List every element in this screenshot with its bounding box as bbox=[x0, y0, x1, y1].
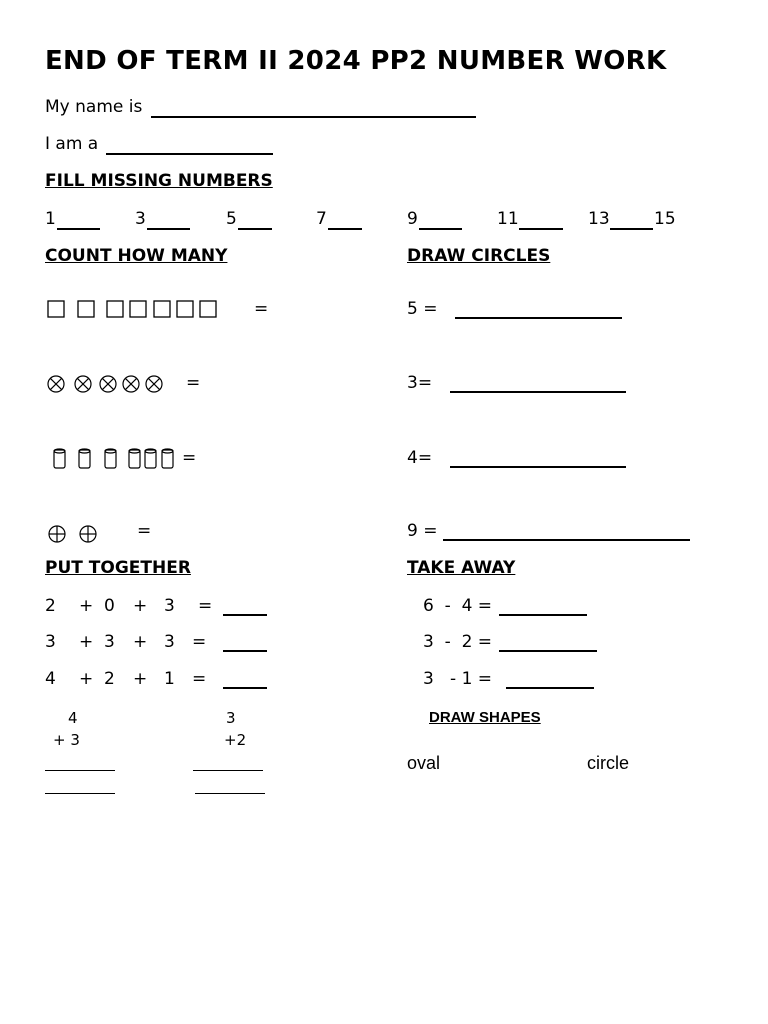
equals-sign: = bbox=[198, 596, 213, 616]
square-icon bbox=[200, 301, 216, 317]
operand: 2 bbox=[45, 596, 56, 616]
equals-sign: = bbox=[182, 448, 197, 468]
square-icon bbox=[107, 301, 123, 317]
cylinder-icon bbox=[79, 449, 90, 468]
vertical-sum-bottom: + 3 bbox=[53, 731, 80, 749]
operand: 3 bbox=[104, 632, 115, 652]
answer-line[interactable] bbox=[443, 539, 690, 541]
equals-sign: = bbox=[192, 669, 207, 689]
answer-line[interactable] bbox=[223, 614, 267, 616]
plus-sign: + bbox=[79, 596, 94, 616]
answer-line[interactable] bbox=[195, 793, 265, 794]
sequence-number: 7 bbox=[316, 209, 327, 229]
subtraction-problem: 6 - 4 = bbox=[423, 596, 493, 616]
target-circle-icon bbox=[49, 526, 65, 542]
operand: 3 bbox=[45, 632, 56, 652]
section-count-how-many: COUNT HOW MANY bbox=[45, 246, 228, 266]
cylinder-icon bbox=[145, 449, 156, 468]
answer-line[interactable] bbox=[223, 650, 267, 652]
operand: 0 bbox=[104, 596, 115, 616]
crossed-circle-icon bbox=[75, 376, 91, 392]
equals-sign: = bbox=[137, 521, 152, 541]
page-title: END OF TERM II 2024 PP2 NUMBER WORK bbox=[45, 46, 667, 76]
draw-circles-prompt: 3= bbox=[407, 373, 433, 393]
name-label: My name is bbox=[45, 97, 143, 117]
section-put-together: PUT TOGETHER bbox=[45, 558, 191, 578]
vertical-sum-bottom: +2 bbox=[224, 731, 247, 749]
answer-line[interactable] bbox=[455, 317, 622, 319]
square-icon bbox=[154, 301, 170, 317]
crossed-circle-icon bbox=[100, 376, 116, 392]
draw-circles-prompt: 4= bbox=[407, 448, 433, 468]
answer-line[interactable] bbox=[45, 793, 115, 794]
crossed-circle-icon bbox=[123, 376, 139, 392]
operand: 4 bbox=[45, 669, 56, 689]
plus-sign: + bbox=[133, 632, 148, 652]
operand: 3 bbox=[164, 596, 175, 616]
iam-label: I am a bbox=[45, 134, 99, 154]
shape-label-circle: circle bbox=[587, 753, 630, 773]
section-fill-missing-numbers: FILL MISSING NUMBERS bbox=[45, 171, 273, 191]
answer-line[interactable] bbox=[450, 466, 626, 468]
answer-line[interactable] bbox=[45, 770, 115, 771]
square-icon bbox=[130, 301, 146, 317]
operand: 3 bbox=[164, 632, 175, 652]
sequence-number: 15 bbox=[654, 209, 676, 229]
answer-line[interactable] bbox=[193, 770, 263, 771]
equals-sign: = bbox=[186, 373, 201, 393]
sequence-number: 3 bbox=[135, 209, 146, 229]
section-take-away: TAKE AWAY bbox=[407, 558, 516, 578]
answer-line[interactable] bbox=[223, 687, 267, 689]
cylinders-group bbox=[54, 449, 173, 468]
sequence-number: 9 bbox=[407, 209, 418, 229]
square-icon bbox=[177, 301, 193, 317]
equals-sign: = bbox=[254, 299, 269, 319]
answer-line[interactable] bbox=[499, 650, 597, 652]
operand: 2 bbox=[104, 669, 115, 689]
sequence-number: 11 bbox=[497, 209, 519, 229]
cylinder-icon bbox=[54, 449, 65, 468]
vertical-sum-top: 4 bbox=[68, 709, 78, 727]
cylinder-icon bbox=[129, 449, 140, 468]
equals-sign: = bbox=[192, 632, 207, 652]
answer-line[interactable] bbox=[506, 687, 594, 689]
section-draw-shapes: DRAW SHAPES bbox=[429, 709, 541, 726]
plus-sign: + bbox=[133, 596, 148, 616]
subtraction-problem: 3 - 1 = bbox=[423, 669, 493, 689]
cylinder-icon bbox=[162, 449, 173, 468]
sequence-number: 1 bbox=[45, 209, 56, 229]
plus-sign: + bbox=[79, 669, 94, 689]
plus-sign: + bbox=[133, 669, 148, 689]
section-draw-circles: DRAW CIRCLES bbox=[407, 246, 551, 266]
target-circles-group bbox=[49, 526, 96, 542]
squares-group bbox=[48, 301, 216, 317]
square-icon bbox=[48, 301, 64, 317]
subtraction-problem: 3 - 2 = bbox=[423, 632, 493, 652]
draw-circles-prompt: 9 = bbox=[407, 521, 438, 541]
crossed-circles-group bbox=[48, 376, 162, 392]
shape-label-oval: oval bbox=[407, 753, 441, 773]
plus-sign: + bbox=[79, 632, 94, 652]
sequence-number: 13 bbox=[588, 209, 610, 229]
vertical-sum-top: 3 bbox=[226, 709, 236, 727]
target-circle-icon bbox=[80, 526, 96, 542]
answer-line[interactable] bbox=[499, 614, 587, 616]
square-icon bbox=[78, 301, 94, 317]
cylinder-icon bbox=[105, 449, 116, 468]
crossed-circle-icon bbox=[48, 376, 64, 392]
crossed-circle-icon bbox=[146, 376, 162, 392]
sequence-number: 5 bbox=[226, 209, 237, 229]
operand: 1 bbox=[164, 669, 175, 689]
answer-line[interactable] bbox=[450, 391, 626, 393]
draw-circles-prompt: 5 = bbox=[407, 299, 438, 319]
